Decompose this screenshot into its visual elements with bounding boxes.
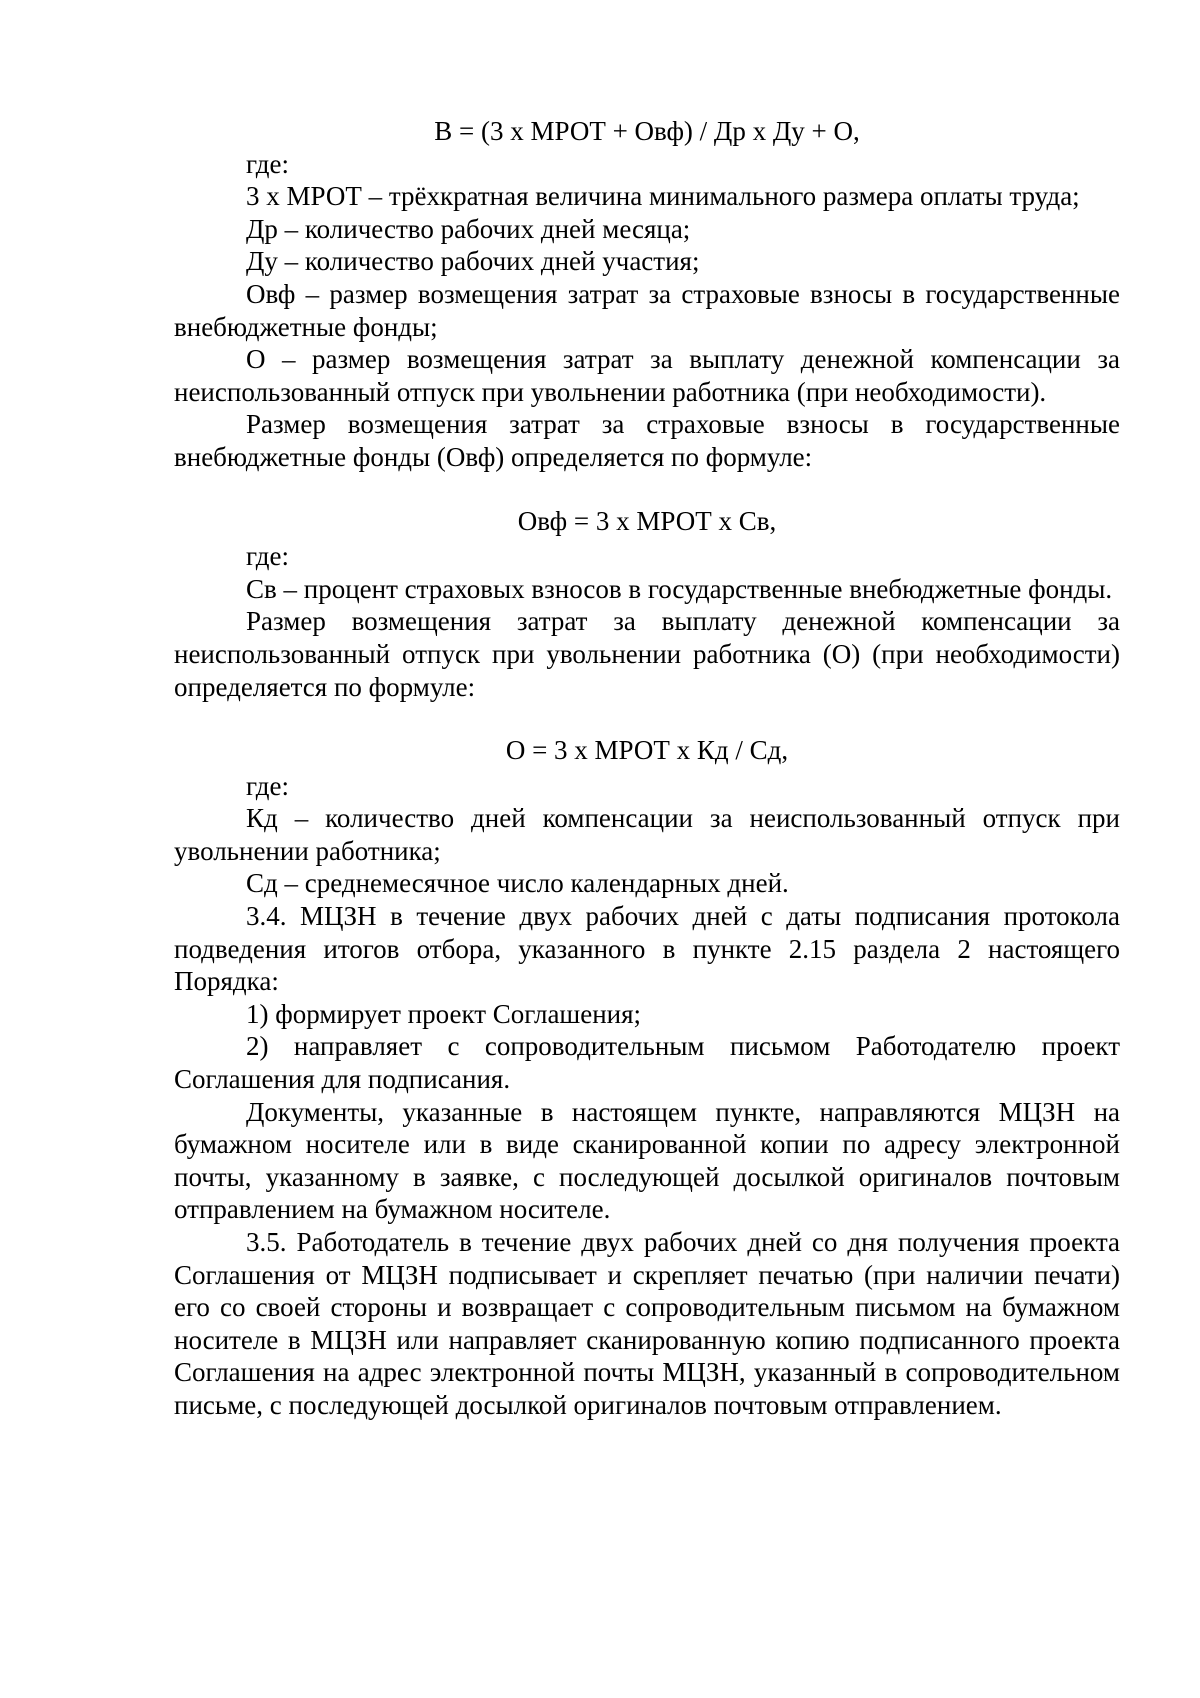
- list-item-2: 2) направляет с сопроводительным письмом Работодателю проект Соглашения для подписания.: [174, 1031, 1120, 1095]
- paragraph-ovf-intro: Размер возмещения затрат за страховые взносы в государственные внебюджетные фонды (Овф) определяется по формуле:: [174, 409, 1120, 472]
- formula-main: В = (3 х МРОТ + Овф) / Др х Ду + О,: [434, 116, 860, 146]
- definition-ovf: Овф – размер возмещения затрат за страховые взносы в государственные внебюджетные фонды;: [174, 278, 1120, 342]
- where-label: где:: [246, 770, 289, 801]
- definition-sv: Св – процент страховых взносов в государственные внебюджетные фонды.: [246, 573, 1113, 604]
- document-body: [174, 115, 1120, 1422]
- definition-dr: Др – количество рабочих дней месяца;: [246, 213, 691, 244]
- definition-kd: Кд – количество дней компенсации за неиспользованный отпуск при увольнении работника;: [174, 803, 1120, 866]
- clause-3-5: 3.5. Работодатель в течение двух рабочих дней со дня получения проекта Соглашения от МЦЗН подписывает и скрепляет печатью (при наличии печати) его со своей стороны и возвращает с сопроводительным письмом на бумажном носителе в МЦЗН или направляет сканированную копию подписанного проекта Соглашения на адрес электронной почты МЦЗН, указанный в сопроводительном письме, с последующей досылкой оригиналов почтовым отправлением.: [174, 1227, 1120, 1420]
- definition-o: О – размер возмещения затрат за выплату денежной компенсации за неиспользованный отпуск при увольнении работника (при необходимости).: [174, 344, 1120, 407]
- paragraph-o-intro: Размер возмещения затрат за выплату денежной компенсации за неиспользованный отпуск при увольнении работника (О) (при необходимости) определяется по формуле:: [174, 606, 1120, 702]
- formula-ovf: Овф = 3 х МРОТ х Св,: [517, 505, 777, 536]
- definition-3mrot: 3 х МРОТ – трёхкратная величина минимального размера оплаты труда;: [246, 181, 1080, 212]
- definition-sd: Сд – среднемесячное число календарных дней.: [246, 868, 789, 899]
- definition-du: Ду – количество рабочих дней участия;: [246, 246, 700, 277]
- where-label: где:: [246, 148, 289, 179]
- paragraph-documents: Документы, указанные в настоящем пункте, направляются МЦЗН на бумажном носителе или в виде сканированной копии по адресу электронной почты, указанному в заявке, с последующей досылкой оригиналов почтовым отправлением на бумажном носителе.: [174, 1096, 1120, 1225]
- formula-o: О = 3 х МРОТ х Кд / Сд,: [505, 735, 789, 766]
- where-label: где:: [246, 541, 289, 572]
- list-item-1: 1) формирует проект Соглашения;: [246, 998, 642, 1029]
- clause-3-4: 3.4. МЦЗН в течение двух рабочих дней с даты подписания протокола подведения итогов отбора, указанного в пункте 2.15 раздела 2 настоящего Порядка:: [174, 901, 1120, 997]
